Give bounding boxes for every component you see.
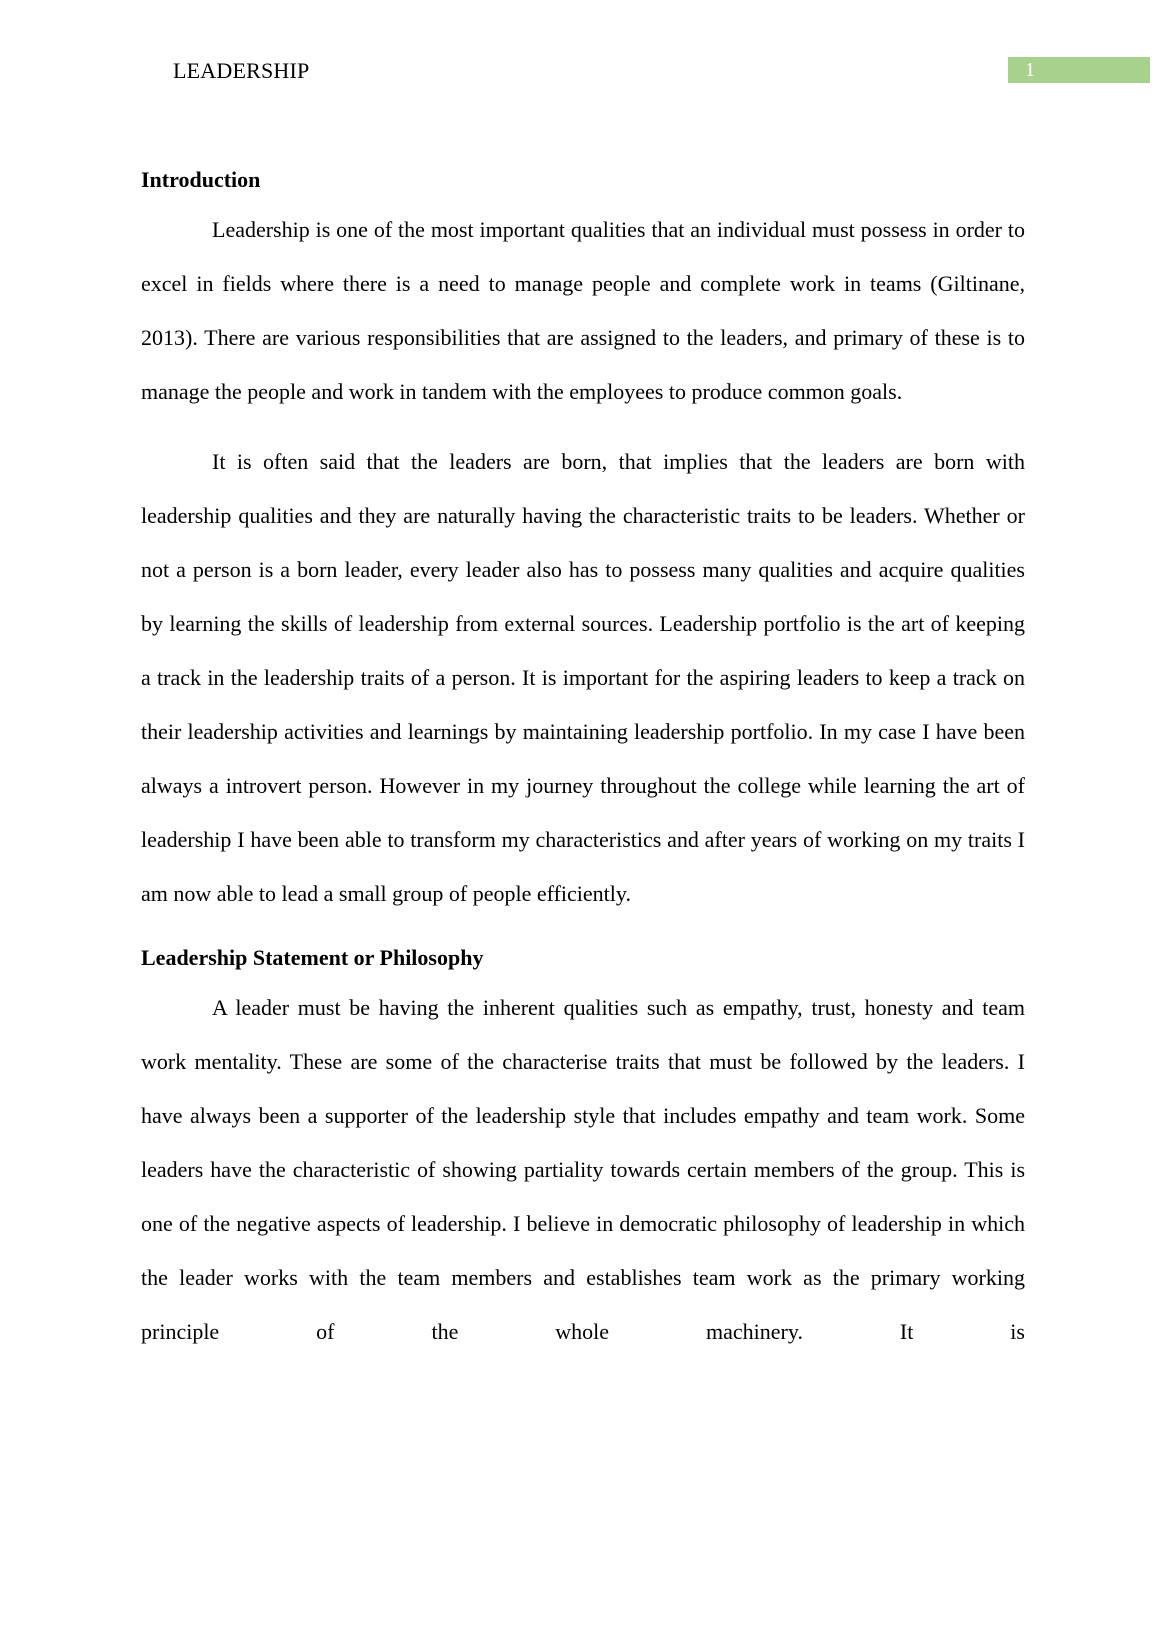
page-number-box xyxy=(1008,57,1150,83)
paragraph: A leader must be having the inherent qualities such as empathy, trust, honesty and team work mentality. These are some of the characterise traits that must be followed by the leaders. I have always been a supporter of the leadership style that includes empathy and team work. Some leaders have the characteristic of showing partiality towards certain members of the group. This is one of the negative aspects of leadership. I believe in democratic philosophy of leadership in which the leader works with the team members and establishes team work as the primary working principle of the whole machinery. It is xyxy=(141,995,1025,1344)
section-heading-introduction: Introduction xyxy=(141,167,261,192)
document-body xyxy=(141,165,1025,1359)
paragraph: Leadership is one of the most important qualities that an individual must possess in order to excel in fields where there is a need to manage people and complete work in teams (Giltinane, 2013). There are various responsibilities that are assigned to the leaders, and primary of these is to manage the people and work in tandem with the employees to produce common goals. xyxy=(141,217,1025,404)
running-head: LEADERSHIP xyxy=(173,58,310,83)
section-heading-leadership-statement: Leadership Statement or Philosophy xyxy=(141,945,484,970)
paragraph: It is often said that the leaders are born, that implies that the leaders are born with leadership qualities and they are naturally having the characteristic traits to be leaders. Whether or not a person is a born leader, every leader also has to possess many qualities and acquire qualities by learning the skills of leadership from external sources. Leadership portfolio is the art of keeping a track in the leadership traits of a person. It is important for the aspiring leaders to keep a track on their leadership activities and learnings by maintaining leadership portfolio. In my case I have been always a introvert person. However in my journey throughout the college while learning the art of leadership I have been able to transform my characteristics and after years of working on my traits I am now able to lead a small group of people efficiently. xyxy=(141,449,1025,906)
page-number: 1 xyxy=(1025,59,1035,81)
